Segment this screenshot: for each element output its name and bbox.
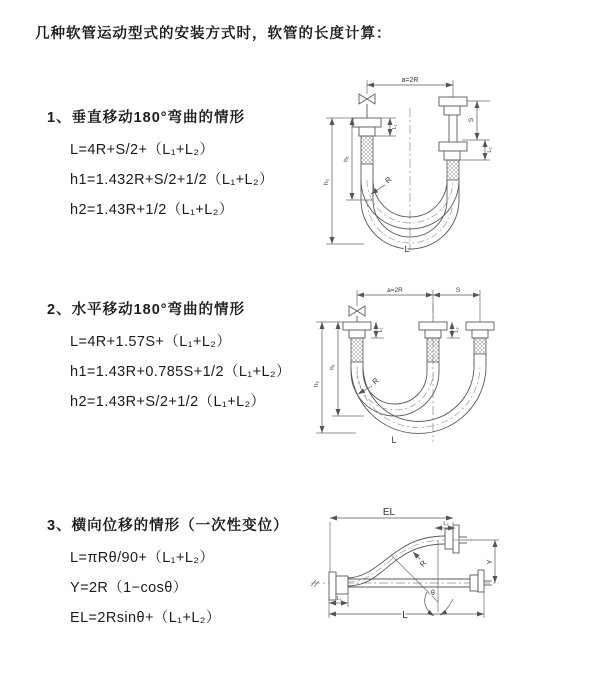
formula-el: EL=2Rsinθ+（L₁+L₂） [70,610,221,626]
length-label: L [404,244,410,254]
diagram-3-drawing [303,502,600,660]
section-2-heading: 2、水平移动180°弯曲的情形 [47,302,246,318]
hose-curve [348,536,445,578]
dim-label-y: Y [485,559,494,565]
diagram-1-drawing [312,72,594,260]
dim-label-l1: L₁ [378,327,384,333]
flange-fitting [478,570,484,592]
dim-label-h1: h₁ [329,364,336,370]
formula-l: L=πRθ/90+（L₁+L₂） [70,550,215,566]
valve-icon [359,94,367,104]
flange-fitting [353,118,381,127]
section-vertical-movement [47,106,274,225]
section-1-heading: 1、垂直移动180°弯曲的情形 [47,110,246,126]
braided-hose-section [447,160,459,180]
valve-icon [349,306,357,316]
flange-fitting [419,322,447,330]
dim-label-s: S [455,287,461,294]
flange-fitting [466,322,494,330]
dim-label-l2: L₂ [454,327,460,333]
braided-hose-section [474,338,486,354]
dim-label-a2r: a=2R [387,287,403,294]
diagram-lateral-displacement [303,502,600,660]
page-title: 几种软管运动型式的安装方式时，软管的长度计算： [35,26,392,42]
section-horizontal-movement [47,298,291,417]
formula-l: L=4R+S/2+（L₁+L₂） [70,142,215,158]
formula-h2: h2=1.43R+S/2+1/2（L₁+L₂） [70,394,266,410]
flange-fitting [453,525,459,553]
dim-label-h1: h₁ [343,156,350,162]
radius-label: R [370,375,381,387]
dim-label-s: S [468,117,475,123]
dim-label-l1: L₁ [336,596,342,602]
formula-y: Y=2R（1−cosθ） [70,580,188,596]
braided-hose-section [351,338,363,362]
dim-label-l2: L₂ [487,147,493,153]
formula-h2: h2=1.43R+1/2（L₁+L₂） [70,202,234,218]
diagram-2-drawing [306,282,598,450]
formula-h1: h1=1.432R+S/2+1/2（L₁+L₂） [70,172,274,188]
radius-label: R [383,174,394,186]
diagram-horizontal-180-bend [306,282,598,450]
dim-label-a2r: a=2R [401,77,419,84]
formula-h1: h1=1.43R+0.785S+1/2（L₁+L₂） [70,364,291,380]
section-lateral-displacement [47,514,289,633]
diagram-vertical-180-bend [312,72,594,260]
break-mark [311,580,319,587]
dim-label-l2: L₂ [443,521,449,527]
flange-fitting [439,142,467,151]
radius-label: R [417,558,429,569]
braided-hose-section [427,338,439,362]
dim-label-l1: L₁ [392,124,398,130]
flange-fitting [439,97,467,106]
length-label: L [391,435,397,445]
dim-label-h2: h₂ [313,380,320,388]
dim-label-l: L [402,610,408,621]
formula-l: L=4R+1.57S+（L₁+L₂） [70,334,232,350]
flange-fitting [343,322,371,330]
dim-label-el: EL [382,507,396,518]
angle-label: θ [431,590,435,597]
section-3-heading: 3、横向位移的情形（一次性变位） [47,518,289,534]
dim-label-h2: h₂ [323,178,330,186]
flange-fitting [329,572,336,600]
braided-hose-section [361,136,373,164]
